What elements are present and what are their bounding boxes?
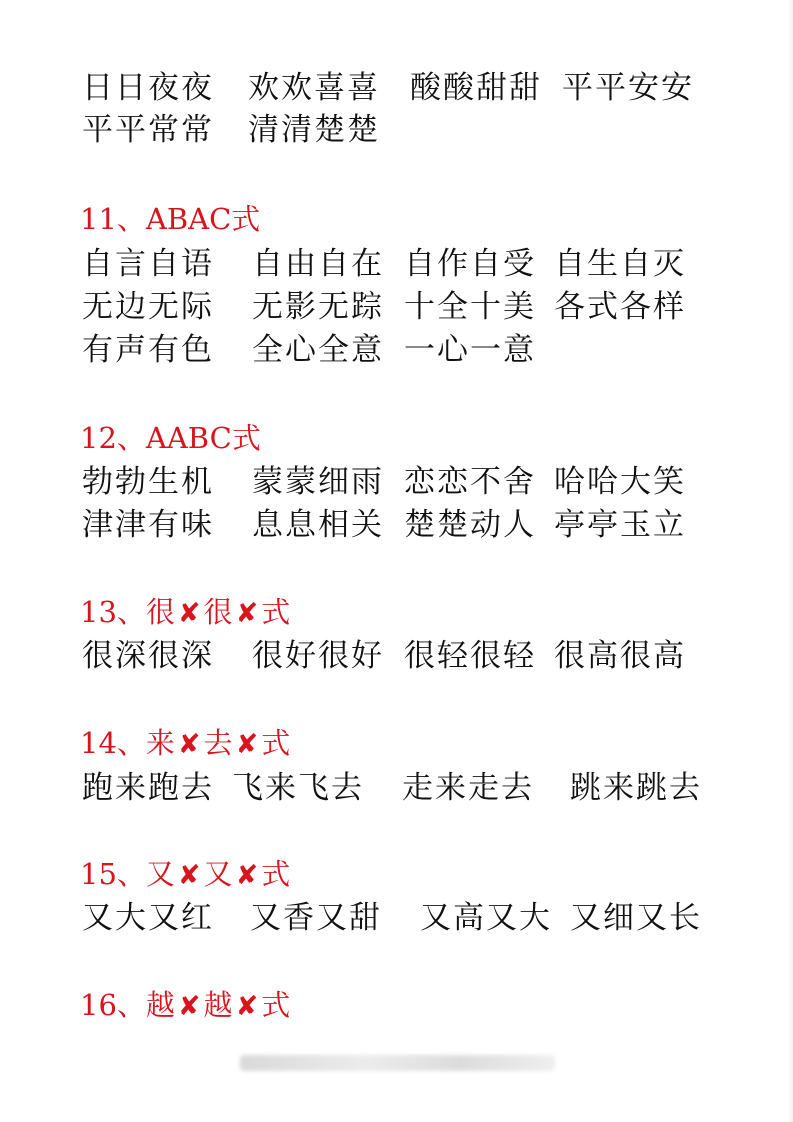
section-heading-14 <box>80 721 290 765</box>
section-number: 12、 <box>80 421 146 455</box>
word: 跳来跳去 <box>570 770 702 806</box>
section-heading-13 <box>80 590 290 634</box>
word: 息息相关 <box>252 507 384 543</box>
section-heading-15 <box>80 852 290 896</box>
word: 津津有味 <box>82 507 214 543</box>
pattern-char: 越 <box>145 988 175 1022</box>
word: 一心一意 <box>404 332 536 368</box>
word: 无边无际 <box>82 289 214 325</box>
section-number: 13、 <box>80 595 146 629</box>
word: 自生自灭 <box>554 246 686 282</box>
cross-mark-icon: ✘ <box>235 729 259 760</box>
word: 自言自语 <box>82 246 214 282</box>
word: 很高很高 <box>554 638 686 674</box>
word: 又香又甜 <box>250 900 382 936</box>
page-edge-shade <box>787 0 793 1122</box>
word: 无影无踪 <box>252 289 384 325</box>
pattern-char: 去 <box>203 726 233 760</box>
cross-mark-icon: ✘ <box>177 598 201 629</box>
word: 飞来飞去 <box>232 770 364 806</box>
word: 蒙蒙细雨 <box>252 464 384 500</box>
word: 酸酸甜甜 <box>410 70 542 106</box>
word: 哈哈大笑 <box>554 464 686 500</box>
cross-mark-icon: ✘ <box>177 860 201 891</box>
blurred-watermark <box>240 1055 555 1071</box>
word: 又细又长 <box>570 900 702 936</box>
pattern-suffix: 式 <box>261 595 291 629</box>
word: 全心全意 <box>252 332 384 368</box>
cross-mark-icon: ✘ <box>235 598 259 629</box>
cross-mark-icon: ✘ <box>177 991 201 1022</box>
word: 平平常常 <box>82 112 214 148</box>
cross-mark-icon: ✘ <box>177 729 201 760</box>
word: 亭亭玉立 <box>554 507 686 543</box>
word: 清清楚楚 <box>248 112 380 148</box>
word: 很好很好 <box>252 638 384 674</box>
word: 很深很深 <box>82 638 214 674</box>
pattern-suffix: 式 <box>261 726 291 760</box>
word: 又大又红 <box>82 900 214 936</box>
pattern-char: 很 <box>203 595 233 629</box>
word: 欢欢喜喜 <box>248 70 380 106</box>
word: 勃勃生机 <box>82 464 214 500</box>
word: 平平安安 <box>562 70 694 106</box>
cross-mark-icon: ✘ <box>235 991 259 1022</box>
pattern-char: 来 <box>145 726 175 760</box>
word: 有声有色 <box>82 332 214 368</box>
section-heading-16 <box>80 983 290 1027</box>
word: 十全十美 <box>404 289 536 325</box>
word: 又高又大 <box>420 900 552 936</box>
section-title: ABAC式 <box>145 202 261 236</box>
word: 跑来跑去 <box>82 770 214 806</box>
pattern-suffix: 式 <box>261 988 291 1022</box>
pattern-char: 又 <box>145 857 175 891</box>
section-heading-12 <box>80 416 261 460</box>
pattern-char: 越 <box>203 988 233 1022</box>
section-heading-11 <box>80 197 260 241</box>
word: 各式各样 <box>554 289 686 325</box>
word: 日日夜夜 <box>82 70 214 106</box>
word: 很轻很轻 <box>404 638 536 674</box>
section-number: 11、 <box>80 202 146 236</box>
pattern-char: 又 <box>203 857 233 891</box>
word: 自由自在 <box>252 246 384 282</box>
word: 自作自受 <box>404 246 536 282</box>
section-number: 14、 <box>80 726 146 760</box>
section-number: 15、 <box>80 857 146 891</box>
word: 走来走去 <box>402 770 534 806</box>
pattern-char: 很 <box>145 595 175 629</box>
word: 恋恋不舍 <box>404 464 536 500</box>
cross-mark-icon: ✘ <box>235 860 259 891</box>
section-number: 16、 <box>80 988 146 1022</box>
pattern-suffix: 式 <box>261 857 291 891</box>
word: 楚楚动人 <box>404 507 536 543</box>
section-title: AABC式 <box>145 421 261 455</box>
